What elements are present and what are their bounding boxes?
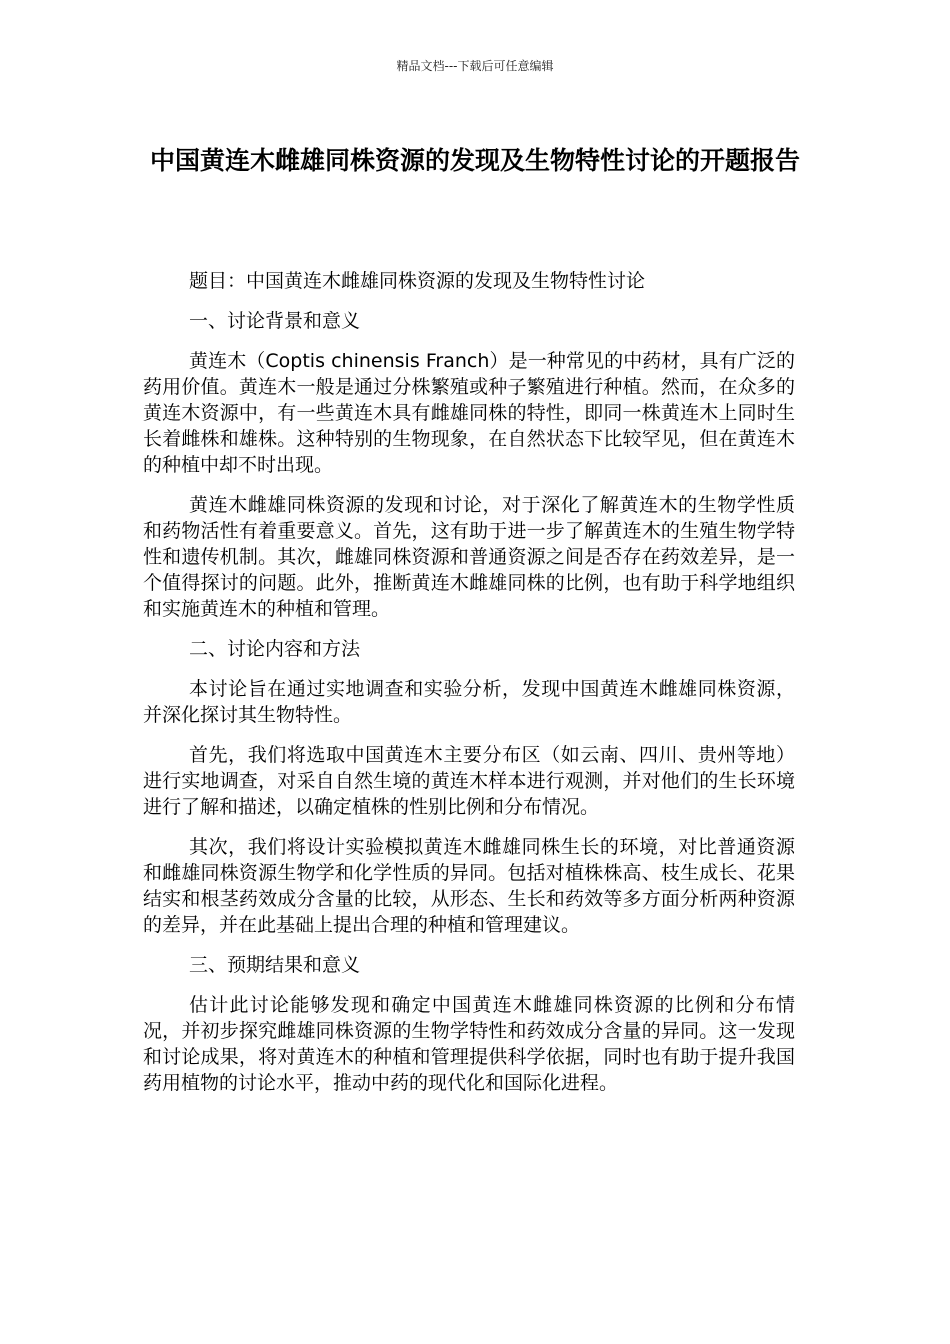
- document-title: 中国黄连木雌雄同株资源的发现及生物特性讨论的开题报告: [149, 146, 800, 175]
- document-body: [143, 268, 795, 1110]
- paragraph: 其次，我们将设计实验模拟黄连木雌雄同株生长的环境，对比普通资源和雌雄同株资源生物学和化学性质的异同。包括对植株株高、枝生成长、花果结实和根茎药效成分含量的比较，从形态、生长和药效等多方面分析两种资源的差异，并在此基础上提出合理的种植和管理建议。: [143, 836, 795, 936]
- section-heading-expected-results: 三、预期结果和意义: [189, 954, 361, 976]
- paragraph: 黄连木雌雄同株资源的发现和讨论，对于深化了解黄连木的生物学性质和药物活性有着重要意义。首先，这有助于进一步了解黄连木的生殖生物学特性和遗传机制。其次，雌雄同株资源和普通资源之间是否存在药效差异，是一个值得探讨的问题。此外，推断黄连木雌雄同株的比例，也有助于科学地组织和实施黄连木的种植和管理。: [143, 494, 795, 620]
- paragraph: 黄连木（Coptis chinensis Franch）是一种常见的中药材，具有广泛的药用价值。黄连木一般是通过分株繁殖或种子繁殖进行种植。然而，在众多的黄连木资源中，有一些黄连木具有雌雄同株的特性，即同一株黄连木上同时生长着雌株和雄株。这种特别的生物现象，在自然状态下比较罕见，但在黄连木的种植中却不时出现。: [143, 350, 795, 476]
- section-heading-content-methods: 二、讨论内容和方法: [189, 638, 361, 660]
- page-header: 精品文档---下载后可任意编辑: [396, 59, 554, 73]
- paragraph: 本讨论旨在通过实地调查和实验分析，发现中国黄连木雌雄同株资源，并深化探讨其生物特性。: [143, 678, 795, 726]
- topic-line: 题目：中国黄连木雌雄同株资源的发现及生物特性讨论: [189, 270, 646, 292]
- paragraph: 估计此讨论能够发现和确定中国黄连木雌雄同株资源的比例和分布情况，并初步探究雌雄同株资源的生物学特性和药效成分含量的异同。这一发现和讨论成果，将对黄连木的种植和管理提供科学依据，同时也有助于提升我国药用植物的讨论水平，推动中药的现代化和国际化进程。: [143, 994, 795, 1094]
- paragraph: 首先，我们将选取中国黄连木主要分布区（如云南、四川、贵州等地）进行实地调查，对采自自然生境的黄连木样本进行观测，并对他们的生长环境进行了解和描述，以确定植株的性别比例和分布情况。: [143, 744, 795, 818]
- section-heading-background: 一、讨论背景和意义: [189, 310, 361, 332]
